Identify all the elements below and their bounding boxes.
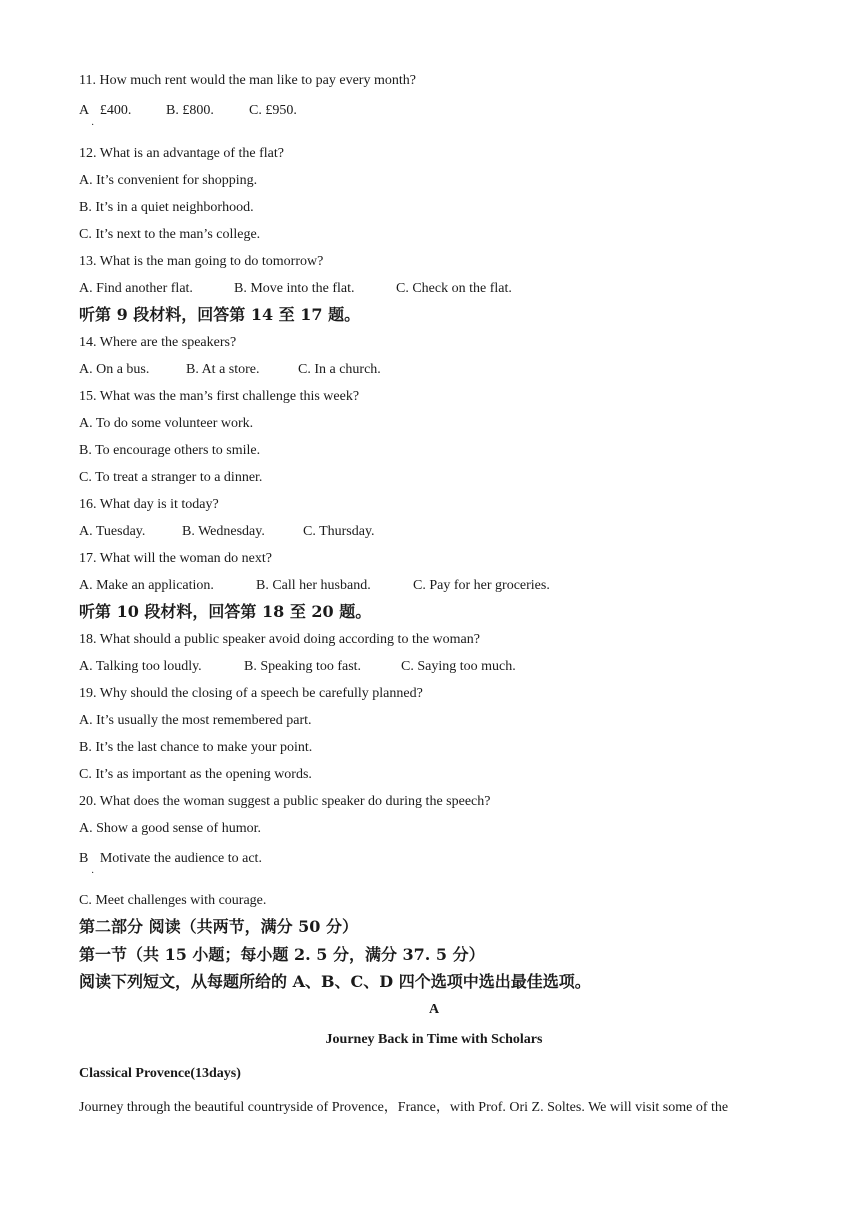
question-13-stem: 13. What is the man going to do tomorrow? <box>79 254 324 269</box>
question-20-stem: 20. What does the woman suggest a public speaker do during the speech? <box>79 794 491 809</box>
part-2-heading: 第二部分 阅读（共两节，满分 50 分） <box>79 917 358 936</box>
question-12-option-a: A. It’s convenient for shopping. <box>79 173 258 188</box>
passage-letter: A <box>428 1002 440 1017</box>
question-14-stem: 14. Where are the speakers? <box>79 335 237 350</box>
question-19-option-b: B. It’s the last chance to make your point. <box>79 740 313 755</box>
stray-dot: · <box>91 868 95 879</box>
option-letter-b: B <box>79 851 89 866</box>
option-c: C. Thursday. <box>303 524 375 539</box>
option-b-text: Motivate the audience to act. <box>99 851 262 866</box>
option-a: A. Talking too loudly. <box>79 659 202 674</box>
option-b: B. At a store. <box>186 362 260 377</box>
passage-title: Journey Back in Time with Scholars <box>325 1032 543 1047</box>
option-a: A. Find another flat. <box>79 281 193 296</box>
question-20-option-b <box>79 850 262 868</box>
question-16-options <box>79 523 375 541</box>
option-c: C. Pay for her groceries. <box>413 578 550 593</box>
option-c: C. In a church. <box>298 362 381 377</box>
option-b: B. £800. <box>166 103 214 118</box>
section-10-heading: 听第 10 段材料，回答第 18 至 20 题。 <box>79 602 372 621</box>
question-15-option-c: C. To treat a stranger to a dinner. <box>79 470 263 485</box>
question-14-options <box>79 361 381 379</box>
option-b: B. Wednesday. <box>182 524 265 539</box>
question-16-stem: 16. What day is it today? <box>79 497 219 512</box>
option-a: A. Tuesday. <box>79 524 146 539</box>
option-c: C. Saying too much. <box>401 659 516 674</box>
stray-dot: · <box>91 120 95 131</box>
question-15-option-b: B. To encourage others to smile. <box>79 443 261 458</box>
question-18-stem: 18. What should a public speaker avoid doing according to the woman? <box>79 632 480 647</box>
question-12-option-c: C. It’s next to the man’s college. <box>79 227 261 242</box>
question-19-option-c: C. It’s as important as the opening words. <box>79 767 312 782</box>
question-15-stem: 15. What was the man’s first challenge this week? <box>79 389 360 404</box>
question-19-stem: 19. Why should the closing of a speech be carefully planned? <box>79 686 423 701</box>
option-a: A. Make an application. <box>79 578 214 593</box>
part-2-section-1: 第一节（共 15 小题；每小题 2. 5 分，满分 37. 5 分） <box>79 945 485 964</box>
question-20-option-c: C. Meet challenges with courage. <box>79 893 267 908</box>
question-18-options <box>79 658 516 676</box>
question-12-stem: 12. What is an advantage of the flat? <box>79 146 284 161</box>
option-c: C. £950. <box>249 103 297 118</box>
option-b: B. Move into the flat. <box>234 281 355 296</box>
question-13-options <box>79 280 512 298</box>
option-b: B. Speaking too fast. <box>244 659 362 674</box>
question-20-option-a: A. Show a good sense of humor. <box>79 821 261 836</box>
passage-subtitle: Classical Provence(13days) <box>79 1066 241 1081</box>
option-c: C. Check on the flat. <box>396 281 512 296</box>
question-17-options <box>79 577 550 595</box>
section-9-heading: 听第 9 段材料，回答第 14 至 17 题。 <box>79 305 361 324</box>
question-15-option-a: A. To do some volunteer work. <box>79 416 254 431</box>
passage-body-line: Journey through the beautiful countryside of Provence，France，with Prof. Ori Z. Soltes. We will visit some of the <box>79 1100 729 1115</box>
question-11-stem: 11. How much rent would the man like to pay every month? <box>79 73 416 88</box>
question-19-option-a: A. It’s usually the most remembered part. <box>79 713 312 728</box>
option-a: A. On a bus. <box>79 362 150 377</box>
option-b: B. Call her husband. <box>256 578 371 593</box>
question-12-option-b: B. It’s in a quiet neighborhood. <box>79 200 254 215</box>
part-2-instruction: 阅读下列短文，从每题所给的 A、B、C、D 四个选项中选出最佳选项。 <box>79 972 591 991</box>
option-a: £400. <box>99 103 132 118</box>
question-11-options <box>79 102 297 120</box>
option-letter-a: A <box>79 103 89 118</box>
question-17-stem: 17. What will the woman do next? <box>79 551 272 566</box>
